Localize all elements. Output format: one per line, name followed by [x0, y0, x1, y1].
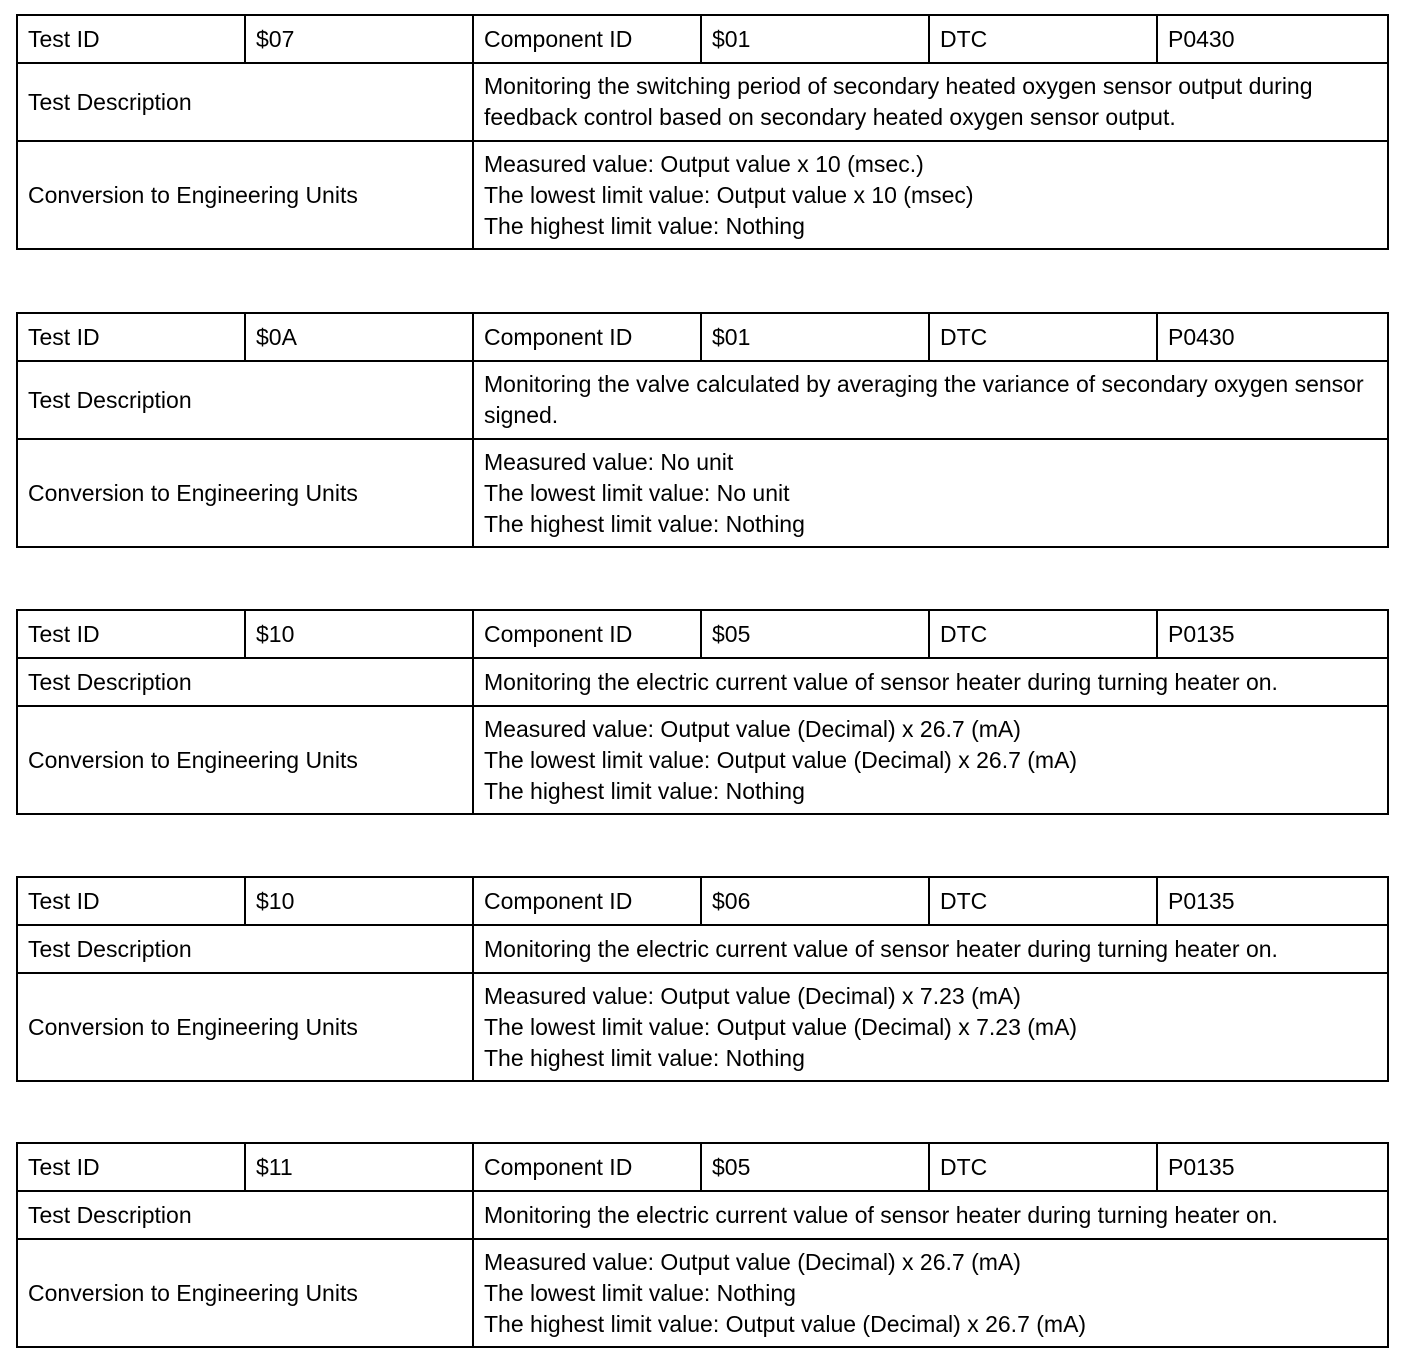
- test-table-07: [16, 14, 1389, 250]
- test-description-label: Test Description: [17, 658, 473, 706]
- test-description-label: Test Description: [17, 1191, 473, 1239]
- conversion-row: [17, 141, 1388, 249]
- component-id-value: $06: [701, 877, 929, 925]
- measured-value-line: Measured value: Output value x 10 (msec.): [484, 150, 924, 177]
- test-id-label: Test ID: [17, 313, 245, 361]
- conversion-label: Conversion to Engineering Units: [17, 706, 473, 814]
- component-id-label: Component ID: [473, 1143, 701, 1191]
- dtc-label: DTC: [929, 15, 1157, 63]
- test-id-row: [17, 877, 1388, 925]
- lowest-limit-line: The lowest limit value: Output value x 10 (msec): [484, 181, 974, 208]
- test-description-label: Test Description: [17, 925, 473, 973]
- lowest-limit-line: The lowest limit value: Output value (Decimal) x 7.23 (mA): [484, 1013, 1078, 1040]
- conversion-label: Conversion to Engineering Units: [17, 1239, 473, 1347]
- highest-limit-line: The highest limit value: Nothing: [484, 510, 805, 537]
- dtc-value: P0135: [1157, 877, 1388, 925]
- test-description-label: Test Description: [17, 63, 473, 141]
- conversion-row: [17, 973, 1388, 1081]
- highest-limit-line: The highest limit value: Output value (Decimal) x 26.7 (mA): [484, 1310, 1087, 1337]
- test-table-0a: [16, 312, 1389, 548]
- test-description-value: Monitoring the electric current value of sensor heater during turning heater on.: [473, 1191, 1388, 1239]
- highest-limit-line: The highest limit value: Nothing: [484, 1044, 805, 1071]
- test-description-value: Monitoring the switching period of secondary heated oxygen sensor output during feedback control based on secondary heated oxygen sensor output.: [473, 63, 1388, 141]
- lowest-limit-line: The lowest limit value: Nothing: [484, 1279, 796, 1306]
- test-id-row: [17, 610, 1388, 658]
- dtc-label: DTC: [929, 313, 1157, 361]
- test-description-row: [17, 925, 1388, 973]
- test-table-10-05: [16, 609, 1389, 815]
- test-id-row: [17, 15, 1388, 63]
- dtc-label: DTC: [929, 610, 1157, 658]
- test-description-row: [17, 63, 1388, 141]
- component-id-value: $01: [701, 313, 929, 361]
- test-id-value: $11: [245, 1143, 473, 1191]
- test-id-value: $0A: [245, 313, 473, 361]
- test-description-value: Monitoring the valve calculated by averaging the variance of secondary oxygen sensor signed.: [473, 361, 1388, 439]
- highest-limit-line: The highest limit value: Nothing: [484, 777, 805, 804]
- dtc-value: P0430: [1157, 313, 1388, 361]
- test-description-value: Monitoring the electric current value of sensor heater during turning heater on.: [473, 658, 1388, 706]
- test-id-row: [17, 313, 1388, 361]
- dtc-label: DTC: [929, 1143, 1157, 1191]
- dtc-value: P0430: [1157, 15, 1388, 63]
- component-id-value: $05: [701, 1143, 929, 1191]
- component-id-value: $01: [701, 15, 929, 63]
- conversion-row: [17, 706, 1388, 814]
- lowest-limit-line: The lowest limit value: Output value (Decimal) x 26.7 (mA): [484, 746, 1078, 773]
- test-id-value: $10: [245, 610, 473, 658]
- dtc-value: P0135: [1157, 610, 1388, 658]
- measured-value-line: Measured value: Output value (Decimal) x 26.7 (mA): [484, 715, 1021, 742]
- component-id-label: Component ID: [473, 15, 701, 63]
- test-id-row: [17, 1143, 1388, 1191]
- conversion-row: [17, 439, 1388, 547]
- test-description-row: [17, 1191, 1388, 1239]
- measured-value-line: Measured value: Output value (Decimal) x 26.7 (mA): [484, 1248, 1021, 1275]
- test-id-label: Test ID: [17, 15, 245, 63]
- conversion-label: Conversion to Engineering Units: [17, 141, 473, 249]
- dtc-value: P0135: [1157, 1143, 1388, 1191]
- test-id-label: Test ID: [17, 610, 245, 658]
- lowest-limit-line: The lowest limit value: No unit: [484, 479, 790, 506]
- conversion-value: [473, 1239, 1388, 1347]
- test-id-value: $07: [245, 15, 473, 63]
- measured-value-line: Measured value: Output value (Decimal) x 7.23 (mA): [484, 982, 1021, 1009]
- test-description-label: Test Description: [17, 361, 473, 439]
- test-table-10-06: [16, 876, 1389, 1082]
- component-id-label: Component ID: [473, 877, 701, 925]
- test-description-row: [17, 658, 1388, 706]
- test-id-label: Test ID: [17, 877, 245, 925]
- conversion-row: [17, 1239, 1388, 1347]
- measured-value-line: Measured value: No unit: [484, 448, 734, 475]
- component-id-label: Component ID: [473, 610, 701, 658]
- highest-limit-line: The highest limit value: Nothing: [484, 212, 805, 239]
- test-description-value: Monitoring the electric current value of sensor heater during turning heater on.: [473, 925, 1388, 973]
- conversion-value: [473, 141, 1388, 249]
- test-id-label: Test ID: [17, 1143, 245, 1191]
- conversion-value: [473, 706, 1388, 814]
- conversion-value: [473, 973, 1388, 1081]
- conversion-label: Conversion to Engineering Units: [17, 973, 473, 1081]
- test-table-11: [16, 1142, 1389, 1348]
- dtc-label: DTC: [929, 877, 1157, 925]
- component-id-label: Component ID: [473, 313, 701, 361]
- conversion-label: Conversion to Engineering Units: [17, 439, 473, 547]
- conversion-value: [473, 439, 1388, 547]
- component-id-value: $05: [701, 610, 929, 658]
- test-id-value: $10: [245, 877, 473, 925]
- test-description-row: [17, 361, 1388, 439]
